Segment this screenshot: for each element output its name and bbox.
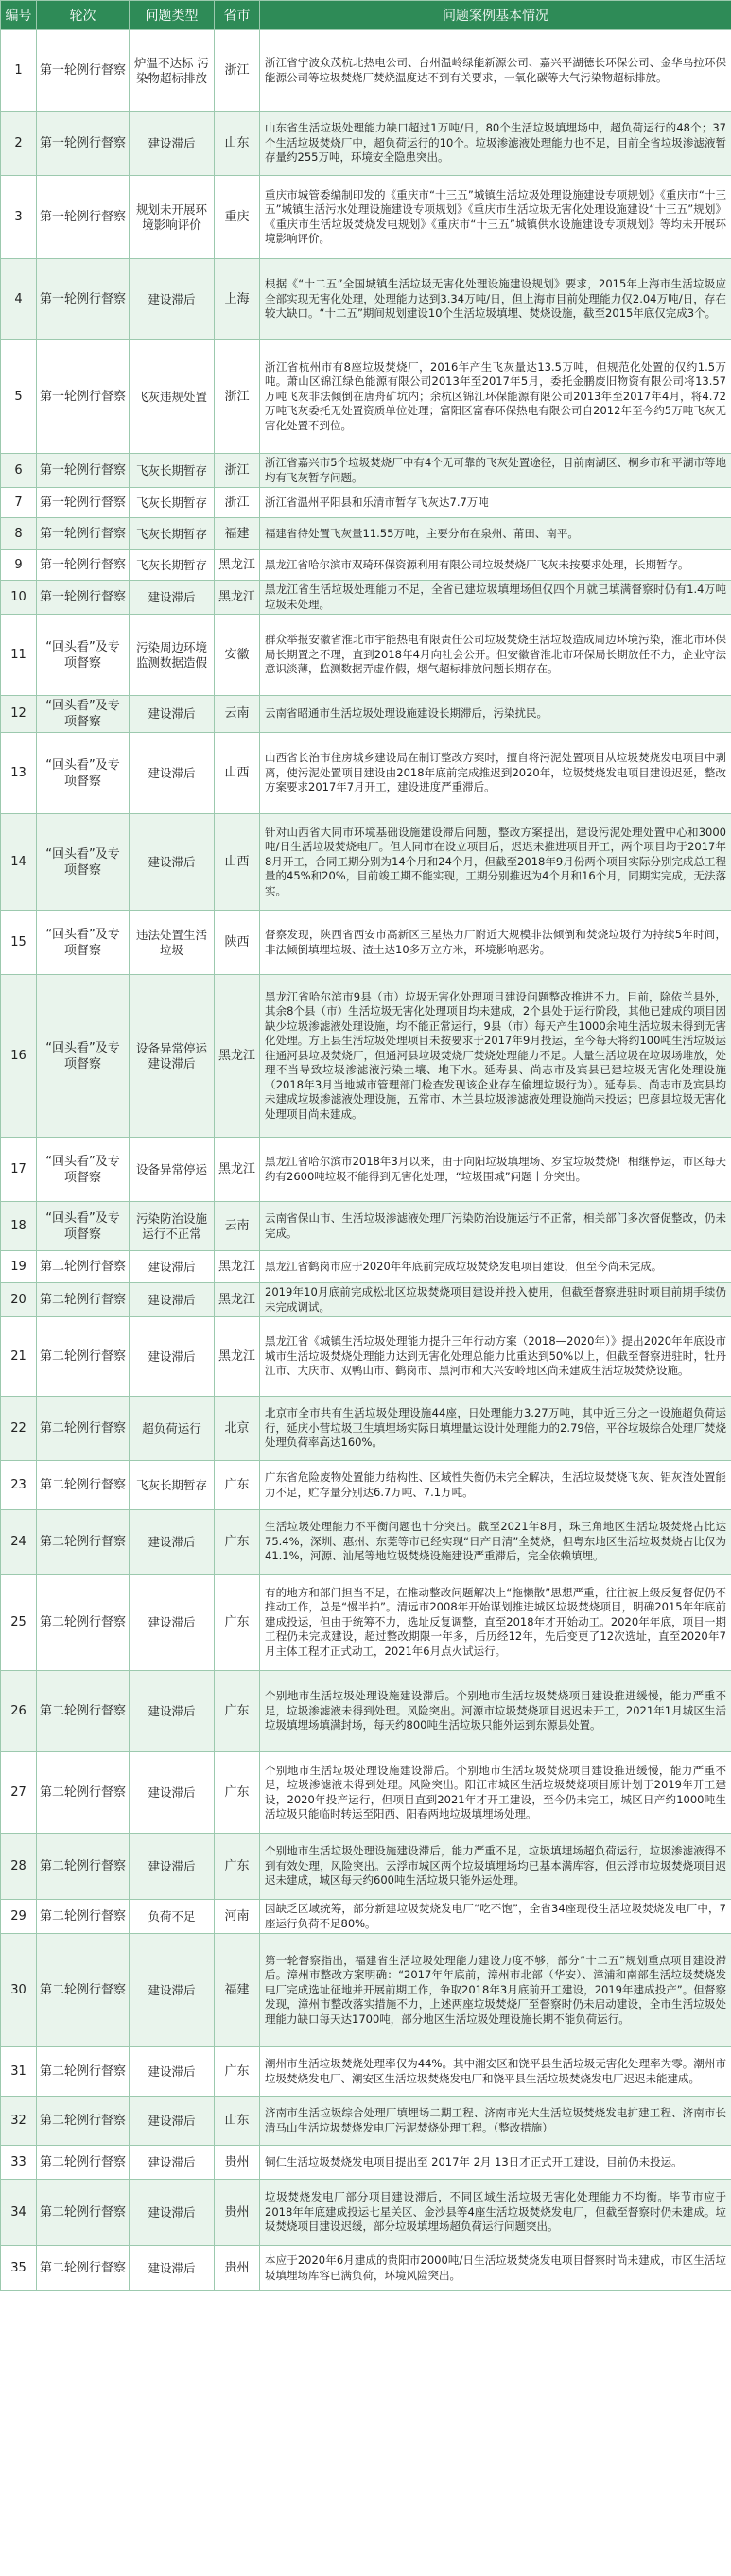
cell-num: 9	[1, 550, 37, 581]
cell-num: 15	[1, 911, 37, 975]
cell-description: 个别地市生活垃圾处理设施建设滞后。个别地市生活垃圾焚烧项目建设推进缓慢，能力严重不足，垃圾渗滤液未得到处理。风险突出。阳江市城区生活垃圾焚烧项目原计划于2019年开工建设，2020年投产运行，但项目直到2021年才开工建设，至今仍未完工，城区日产约1000吨生活垃圾只能临时转运至阳西、阳春两地垃圾填埋场处理。	[260, 1752, 731, 1834]
header-num: 编号	[1, 1, 37, 30]
cell-round: 第一轮例行督察	[37, 454, 130, 488]
table-row	[1, 488, 731, 518]
header-type: 问题类型	[130, 1, 215, 30]
cell-round: 第二轮例行督察	[37, 1461, 130, 1510]
table-row	[1, 1397, 731, 1461]
cell-round: 第二轮例行督察	[37, 2146, 130, 2180]
cell-province: 广东	[215, 1575, 260, 1671]
cell-round: 第二轮例行督察	[37, 2097, 130, 2146]
cell-num: 32	[1, 2097, 37, 2146]
cell-round: “回头看”及专项督察	[37, 1202, 130, 1251]
cell-round: 第一轮例行督察	[37, 340, 130, 454]
table-row	[1, 30, 731, 112]
cell-round: 第一轮例行督察	[37, 518, 130, 550]
cell-round: 第二轮例行督察	[37, 2180, 130, 2246]
cell-description: 生活垃圾处理能力不平衡问题也十分突出。截至2021年8月，珠三角地区生活垃圾焚烧占比达75.4%，深圳、惠州、东莞等市已经实现“日产日清”全焚烧，但粤东地区生活垃圾焚烧占比仅为41.1%，河源、汕尾等地垃圾焚烧设施建设严重滞后，完全依赖填埋。	[260, 1510, 731, 1575]
cell-description: 山西省长治市住房城乡建设局在制订整改方案时，擅自将污泥处置项目从垃圾焚烧发电项目中剥离，使污泥处置项目建设由2018年底前完成推迟到2020年，垃圾焚烧发电项目建设迟延，整改方案要求2017年7月开工，建设进度严重滞后。	[260, 733, 731, 814]
cell-type: 污染防治设施运行不正常	[130, 1202, 215, 1251]
cell-round: “回头看”及专项督察	[37, 615, 130, 696]
cell-description: 因缺乏区域统筹，部分新建垃圾焚烧发电厂“吃不饱”，全省34座现役生活垃圾焚烧发电厂中，7座运行负荷不足80%。	[260, 1900, 731, 1934]
cell-round: 第一轮例行督察	[37, 176, 130, 259]
cell-round: 第二轮例行督察	[37, 2047, 130, 2097]
cell-description: 云南省保山市、生活垃圾渗滤液处理厂污染防治设施运行不正常，相关部门多次督促整改，仍未完成。	[260, 1202, 731, 1251]
cell-type: 负荷不足	[130, 1900, 215, 1934]
cell-province: 广东	[215, 1510, 260, 1575]
cell-round: 第二轮例行督察	[37, 1510, 130, 1575]
table-row	[1, 454, 731, 488]
cell-description: 黑龙江省生活垃圾处理能力不足，全省已建垃圾填埋场但仅四个月就已填满督察时仍有1.4万吨垃圾未处理。	[260, 581, 731, 615]
cell-province: 贵州	[215, 2180, 260, 2246]
table-row	[1, 696, 731, 733]
cell-num: 25	[1, 1575, 37, 1671]
table-row	[1, 1510, 731, 1575]
cell-province: 黑龙江	[215, 550, 260, 581]
cell-round: “回头看”及专项督察	[37, 911, 130, 975]
cell-province: 安徽	[215, 615, 260, 696]
cell-num: 5	[1, 340, 37, 454]
cell-round: 第一轮例行督察	[37, 488, 130, 518]
cell-num: 6	[1, 454, 37, 488]
cell-round: 第二轮例行督察	[37, 1671, 130, 1752]
table-row	[1, 911, 731, 975]
cell-round: 第二轮例行督察	[37, 2246, 130, 2291]
table-row	[1, 615, 731, 696]
header-round: 轮次	[37, 1, 130, 30]
cell-description: 云南省昭通市生活垃圾处理设施建设长期滞后，污染扰民。	[260, 696, 731, 733]
cell-description: 针对山西省大同市环境基础设施建设滞后问题，整改方案提出，建设污泥处理处置中心和3000吨/日生活垃圾焚烧电厂。但大同市在设立项目后，迟迟未推进项目开工，两个项目均于2017年8月开工，合同工期分别为14个月和24个月，但截至2018年9月份两个项目实际分别完成总工程量的45%和20%，目前竣工期不能实现，工期分别推迟为4个月和16个月，同期实完成，无法落实。	[260, 814, 731, 911]
cell-province: 山西	[215, 733, 260, 814]
cell-province: 贵州	[215, 2246, 260, 2291]
cell-num: 33	[1, 2146, 37, 2180]
table-row	[1, 1575, 731, 1671]
cell-description: 潮州市生活垃圾焚烧处理率仅为44%。其中湘安区和饶平县生活垃圾无害化处理率为零。潮州市垃圾焚烧发电厂、潮安区生活垃圾焚烧发电厂和饶平县生活垃圾焚烧发电厂迟迟未能建成。	[260, 2047, 731, 2097]
cell-province: 黑龙江	[215, 1283, 260, 1317]
cell-type: 设备异常停运 建设滞后	[130, 975, 215, 1138]
cell-round: “回头看”及专项督察	[37, 733, 130, 814]
cell-type: 建设滞后	[130, 1834, 215, 1900]
cell-num: 24	[1, 1510, 37, 1575]
cell-type: 建设滞后	[130, 2180, 215, 2246]
cell-province: 贵州	[215, 2146, 260, 2180]
cell-num: 10	[1, 581, 37, 615]
table-row	[1, 2097, 731, 2146]
table-row	[1, 814, 731, 911]
table-row	[1, 259, 731, 340]
cell-num: 14	[1, 814, 37, 911]
cell-type: 建设滞后	[130, 733, 215, 814]
cell-description: 黑龙江省鹤岗市应于2020年年底前完成垃圾焚烧发电项目建设，但至今尚未完成。	[260, 1251, 731, 1283]
cell-province: 福建	[215, 1934, 260, 2047]
table-row	[1, 975, 731, 1138]
cell-province: 浙江	[215, 340, 260, 454]
cell-description: 垃圾焚烧发电厂部分项目建设滞后，不同区域生活垃圾无害化处理能力不均衡。毕节市应于2018年年底建成投运七星关区、金沙县等4座生活垃圾焚烧发电厂，但截至督察时仍未建成。垃圾焚烧项目建设迟缓，部分垃圾填埋场超负荷运行问题突出。	[260, 2180, 731, 2246]
cell-province: 云南	[215, 1202, 260, 1251]
cell-num: 19	[1, 1251, 37, 1283]
cell-round: 第二轮例行督察	[37, 1834, 130, 1900]
cell-num: 30	[1, 1934, 37, 2047]
cell-type: 超负荷运行	[130, 1397, 215, 1461]
cell-province: 黑龙江	[215, 975, 260, 1138]
cell-type: 飞灰长期暂存	[130, 1461, 215, 1510]
cell-round: 第一轮例行督察	[37, 581, 130, 615]
cell-round: 第二轮例行督察	[37, 1251, 130, 1283]
cell-province: 山西	[215, 814, 260, 911]
cell-round: 第二轮例行督察	[37, 1397, 130, 1461]
table-row	[1, 1461, 731, 1510]
cell-province: 北京	[215, 1397, 260, 1461]
cell-num: 12	[1, 696, 37, 733]
cell-round: 第二轮例行督察	[37, 1752, 130, 1834]
cell-type: 飞灰长期暂存	[130, 518, 215, 550]
cell-description: 浙江省温州平阳县和乐清市暂存飞灰达7.7万吨	[260, 488, 731, 518]
cell-description: 重庆市城管委编制印发的《重庆市“十三五”城镇生活垃圾处理设施建设专项规划》《重庆市“十三五”城镇生活污水处理设施建设专项规划》《重庆市生活垃圾无害化处理设施建设“十三五”规划》《重庆市生活垃圾焚烧发电规划》《重庆市“十三五”城镇供水设施建设专项规划》等均未开展环境影响评价。	[260, 176, 731, 259]
cell-round: 第一轮例行督察	[37, 550, 130, 581]
cell-type: 设备异常停运	[130, 1138, 215, 1202]
table-header-row	[1, 1, 731, 30]
cell-round: 第二轮例行督察	[37, 1317, 130, 1397]
cell-province: 黑龙江	[215, 581, 260, 615]
cell-description: 督察发现，陕西省西安市高新区三星热力厂附近大规模非法倾倒和焚烧垃圾行为持续5年时间，非法倾倒填埋垃圾、渣土达10多万立方米，环境影响恶劣。	[260, 911, 731, 975]
table-row	[1, 1934, 731, 2047]
cell-round: 第一轮例行督察	[37, 30, 130, 112]
table-row	[1, 1283, 731, 1317]
table-row	[1, 1202, 731, 1251]
cell-description: 个别地市生活垃圾处理设施建设滞后，能力严重不足，垃圾填埋场超负荷运行，垃圾渗滤液得不到有效处理，风险突出。云浮市城区两个垃圾填埋场均已基本满库容，但云浮市垃圾焚烧项目迟迟未建成，城区每天约600吨生活垃圾只能外运处理。	[260, 1834, 731, 1900]
table-row	[1, 1900, 731, 1934]
cell-description: 广东省危险废物处置能力结构性、区域性失衡仍未完全解决，生活垃圾焚烧飞灰、铝灰渣处置能力不足，贮存量分别达6.7万吨、7.1万吨。	[260, 1461, 731, 1510]
table-row	[1, 340, 731, 454]
cell-type: 建设滞后	[130, 2097, 215, 2146]
table-row	[1, 1138, 731, 1202]
header-description: 问题案例基本情况	[260, 1, 731, 30]
table-row	[1, 1317, 731, 1397]
table-body	[1, 30, 731, 2291]
table-row	[1, 2180, 731, 2246]
cell-round: 第二轮例行督察	[37, 1900, 130, 1934]
cell-num: 16	[1, 975, 37, 1138]
cell-num: 21	[1, 1317, 37, 1397]
cell-description: 山东省生活垃圾处理能力缺口超过1万吨/日，80个生活垃圾填埋场中，超负荷运行的48个；37个生活垃圾焚烧厂中，超负荷运行的10个。垃圾渗滤液处理能力也不足，目前全省垃圾渗滤液暂存量约255万吨，环境安全隐患突出。	[260, 112, 731, 176]
cell-num: 1	[1, 30, 37, 112]
cell-description: 本应于2020年6月建成的贵阳市2000吨/日生活垃圾焚烧发电项目督察时尚未建成，市区生活垃圾填埋场库容已满负荷，环境风险突出。	[260, 2246, 731, 2291]
cell-province: 广东	[215, 1671, 260, 1752]
cell-type: 建设滞后	[130, 1575, 215, 1671]
cell-num: 2	[1, 112, 37, 176]
cell-type: 违法处置生活垃圾	[130, 911, 215, 975]
cell-num: 34	[1, 2180, 37, 2246]
cell-type: 建设滞后	[130, 1251, 215, 1283]
cell-num: 11	[1, 615, 37, 696]
cell-type: 建设滞后	[130, 2146, 215, 2180]
cell-description: 第一轮督察指出，福建省生活垃圾处理能力建设力度不够，部分“十二五”规划重点项目建设滞后。漳州市整改方案明确：“2017年年底前，漳州市北部（华安）、漳浦和南部生活垃圾焚烧发电厂完成选址征地并开展前期工作，争取2018年3月底前开工建设，2019年建成投产”。但督察发现，漳州市整改落实措施不力，上述两座垃圾焚烧厂至督察时仍未启动建设，全市生活垃圾处理能力缺口每天达1700吨，部分地区生活垃圾处理设施长期不能负荷运行。	[260, 1934, 731, 2047]
cell-province: 黑龙江	[215, 1138, 260, 1202]
table-row	[1, 1752, 731, 1834]
table-row	[1, 1671, 731, 1752]
cell-type: 建设滞后	[130, 112, 215, 176]
cell-num: 4	[1, 259, 37, 340]
cell-type: 建设滞后	[130, 1317, 215, 1397]
cell-num: 26	[1, 1671, 37, 1752]
cell-type: 建设滞后	[130, 2047, 215, 2097]
cell-province: 广东	[215, 1752, 260, 1834]
table-row	[1, 581, 731, 615]
cell-round: 第一轮例行督察	[37, 259, 130, 340]
cell-num: 31	[1, 2047, 37, 2097]
cell-round: 第二轮例行督察	[37, 1283, 130, 1317]
cell-num: 3	[1, 176, 37, 259]
cell-type: 建设滞后	[130, 1283, 215, 1317]
cell-description: 黑龙江省《城镇生活垃圾处理能力提升三年行动方案（2018—2020年）》提出2020年年底设市城市生活垃圾焚烧处理能力达到无害化处理总能力比重达到50%以上，但截至督察进驻时，牡丹江市、大庆市、双鸭山市、鹤岗市、黑河市和大兴安岭地区尚未建成生活垃圾焚烧设施。	[260, 1317, 731, 1397]
cell-num: 27	[1, 1752, 37, 1834]
cell-description: 北京市全市共有生活垃圾处理设施44座，日处理能力3.27万吨，其中近三分之一设施超负荷运行，延庆小营垃圾卫生填埋场实际日填埋量达设计处理能力的2.79倍，平谷垃圾综合处理厂焚烧处理负荷率高达160%。	[260, 1397, 731, 1461]
cell-num: 7	[1, 488, 37, 518]
table-row	[1, 1251, 731, 1283]
table-row	[1, 1834, 731, 1900]
cell-type: 污染周边环境 监测数据造假	[130, 615, 215, 696]
cell-type: 飞灰长期暂存	[130, 550, 215, 581]
cell-num: 18	[1, 1202, 37, 1251]
cell-type: 建设滞后	[130, 1510, 215, 1575]
table-row	[1, 176, 731, 259]
cell-description: 黑龙江省哈尔滨市2018年3月以来，由于向阳垃圾填埋场、岁宝垃圾焚烧厂相继停运，市区每天约有2600吨垃圾不能得到无害化处理，“垃圾围城”问题十分突出。	[260, 1138, 731, 1202]
table-row	[1, 2047, 731, 2097]
cell-type: 建设滞后	[130, 1671, 215, 1752]
cell-type: 建设滞后	[130, 696, 215, 733]
table-row	[1, 518, 731, 550]
table-row	[1, 550, 731, 581]
table-row	[1, 112, 731, 176]
cell-type: 建设滞后	[130, 814, 215, 911]
cell-province: 重庆	[215, 176, 260, 259]
cell-type: 炉温不达标 污染物超标排放	[130, 30, 215, 112]
cell-description: 浙江省宁波众茂杭北热电公司、台州温岭绿能新源公司、嘉兴平湖德长环保公司、金华乌拉环保能源公司等垃圾焚烧厂焚烧温度达不到有关要求，一氧化碳等大气污染物超标排放。	[260, 30, 731, 112]
cell-province: 浙江	[215, 488, 260, 518]
cell-num: 8	[1, 518, 37, 550]
cell-round: “回头看”及专项督察	[37, 975, 130, 1138]
cell-type: 飞灰违规处置	[130, 340, 215, 454]
cell-province: 黑龙江	[215, 1251, 260, 1283]
cell-description: 群众举报安徽省淮北市宇能热电有限责任公司垃圾焚烧生活垃圾造成周边环境污染，淮北市环保局长期置之不理，直到2018年4月向社会公开。但安徽省淮北市环保局长期放任不力，企业守法意识淡薄，监测数据弄虚作假，烟气超标排放问题长期存在。	[260, 615, 731, 696]
cell-type: 建设滞后	[130, 1934, 215, 2047]
cell-province: 广东	[215, 1461, 260, 1510]
cell-num: 17	[1, 1138, 37, 1202]
table-row	[1, 2146, 731, 2180]
cell-num: 29	[1, 1900, 37, 1934]
cell-description: 有的地方和部门担当不足，在推动整改问题解决上“拖懒散”思想严重，往往被上级反复督促仍不推动工作，总是“慢半拍”。清远市2008年开始谋划推进城区垃圾焚烧项目，明确2015年年底前建成投运，但由于统筹不力，选址反复调整，直至2018年才开始动工。2020年年底，项目一期工程仍未完成建设，超过整改期限一年多，后历经12年，先后变更了12次选址，直至2020年7月主体工程才正式动工，2021年6月点火试运行。	[260, 1575, 731, 1671]
cell-province: 广东	[215, 1834, 260, 1900]
cell-num: 35	[1, 2246, 37, 2291]
cell-province: 浙江	[215, 454, 260, 488]
cell-province: 河南	[215, 1900, 260, 1934]
cell-description: 济南市生活垃圾综合处理厂填埋场二期工程、济南市光大生活垃圾焚烧发电扩建工程、济南市长清马山生活垃圾焚烧发电厂污泥焚烧处理工程。（整改措施）	[260, 2097, 731, 2146]
cell-type: 建设滞后	[130, 581, 215, 615]
table-row	[1, 2246, 731, 2291]
cell-description: 黑龙江省哈尔滨市9县（市）垃圾无害化处理项目建设问题整改推进不力。目前，除依兰县外，其余8个县（市）生活垃圾无害化处理项目均未建成，2个县处于运行阶段，其他已建成的项目因缺少垃圾渗滤液处理设施，均不能正常运行，9县（市）每天产生1000余吨生活垃圾未得到无害化处理。方正县生活垃圾处理项目未按要求于2017年9月投运，至今每天将约100吨生活垃圾运往通河县垃圾焚烧厂，但通河县垃圾焚烧厂焚烧处理能力不足。大量生活垃圾在垃圾场堆放，处理不当导致垃圾渗滤液污染土壤、地下水。延寿县、尚志市及宾县已建垃圾无害化处理设施（2018年3月当地城市管理部门检查发现该企业存在偷埋垃圾行为）。延寿县、尚志市及宾县均未建成垃圾渗滤液处理设施，五常市、木兰县垃圾渗滤液处理设施尚未投运；巴彦县垃圾无害化处理项目尚未建成。	[260, 975, 731, 1138]
cell-round: 第二轮例行督察	[37, 1575, 130, 1671]
table-row	[1, 733, 731, 814]
cell-province: 陕西	[215, 911, 260, 975]
cell-province: 上海	[215, 259, 260, 340]
header-province: 省市	[215, 1, 260, 30]
cell-description: 福建省待处置飞灰量11.55万吨，主要分布在泉州、莆田、南平。	[260, 518, 731, 550]
cell-province: 山东	[215, 2097, 260, 2146]
cell-type: 规划未开展环境影响评价	[130, 176, 215, 259]
cell-province: 浙江	[215, 30, 260, 112]
cell-num: 23	[1, 1461, 37, 1510]
cell-province: 黑龙江	[215, 1317, 260, 1397]
cell-province: 云南	[215, 696, 260, 733]
cell-type: 飞灰长期暂存	[130, 454, 215, 488]
cell-type: 建设滞后	[130, 2246, 215, 2291]
cell-description: 个别地市生活垃圾处理设施建设滞后。个别地市生活垃圾焚烧项目建设推进缓慢，能力严重不足，垃圾渗滤液未得到处理。风险突出。河源市垃圾焚烧项目迟迟未开工，2021年1月城区生活垃圾填埋场填满封场，每天约800吨生活垃圾只能外运到东源县处置。	[260, 1671, 731, 1752]
cell-province: 山东	[215, 112, 260, 176]
cell-description: 2019年10月底前完成松北区垃圾焚烧项目建设并投入使用，但截至督察进驻时项目前期手续仍未完成调试。	[260, 1283, 731, 1317]
cell-num: 13	[1, 733, 37, 814]
cell-round: 第二轮例行督察	[37, 1934, 130, 2047]
cell-round: “回头看”及专项督察	[37, 1138, 130, 1202]
cell-description: 浙江省嘉兴市5个垃圾焚烧厂中有4个无可靠的飞灰处置途径，目前南湖区、桐乡市和平湖市等地均有飞灰暂存问题。	[260, 454, 731, 488]
cell-type: 建设滞后	[130, 1752, 215, 1834]
cell-round: “回头看”及专项督察	[37, 814, 130, 911]
cell-num: 20	[1, 1283, 37, 1317]
cell-description: 黑龙江省哈尔滨市双琦环保资源利用有限公司垃圾焚烧厂飞灰未按要求处理，长期暂存。	[260, 550, 731, 581]
cell-round: 第一轮例行督察	[37, 112, 130, 176]
cell-round: “回头看”及专项督察	[37, 696, 130, 733]
cell-num: 28	[1, 1834, 37, 1900]
cell-description: 铜仁生活垃圾焚烧发电项目提出至 2017年 2月 13日才正式开工建设，目前仍未投运。	[260, 2146, 731, 2180]
cell-province: 福建	[215, 518, 260, 550]
cell-type: 飞灰长期暂存	[130, 488, 215, 518]
cell-description: 浙江省杭州市有8座垃圾焚烧厂，2016年产生飞灰量达13.5万吨，但规范化处置的仅约1.5万吨。萧山区锦江绿色能源有限公司2013年至2017年5月，委托金鹏废旧物资有限公司将13.57万吨飞灰非法倾倒在唐舟矿坑内；余杭区锦江环保能源有限公司2013年至2017年4月，将4.72万吨飞灰委托无处置资质单位处理；富阳区富春环保热电有限公司自2012年至今约5万吨飞灰无害化处置不到位。	[260, 340, 731, 454]
cell-province: 广东	[215, 2047, 260, 2097]
cell-num: 22	[1, 1397, 37, 1461]
cell-description: 根据《“十二五”全国城镇生活垃圾无害化处理设施建设规划》要求，2015年上海市生活垃圾应全部实现无害化处理，处理能力达到3.34万吨/日，但上海市目前处理能力仅2.04万吨/日，存在较大缺口。“十二五”期间规划建设10个生活垃圾填埋、焚烧设施，截至2015年底仅完成3个。	[260, 259, 731, 340]
cell-type: 建设滞后	[130, 259, 215, 340]
